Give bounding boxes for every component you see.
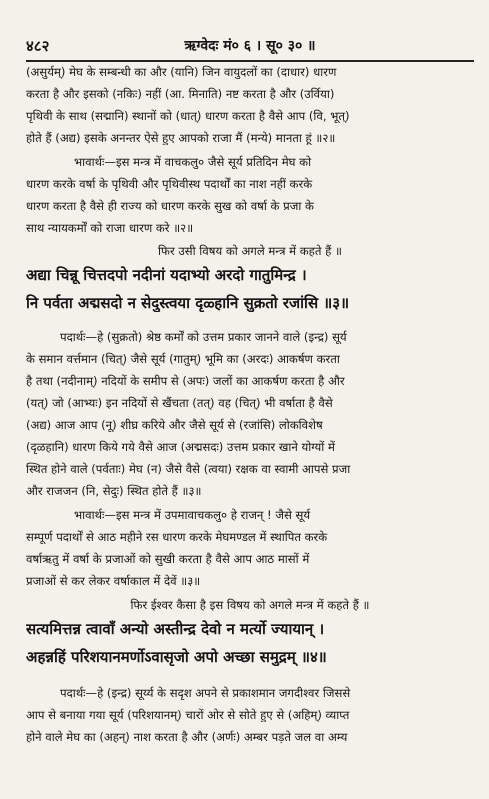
page-number: ४८२: [26, 37, 50, 55]
text-line: पृथिवी के साथ (सद्मानि) स्थानों को (धात्) धारण करता है वैसे आप (वि, भूत्): [26, 109, 350, 123]
text-line: धारण करता है वैसे ही राज्य को धारण करके सुख को वर्षा के प्रजा के: [26, 199, 314, 213]
text-line: स्थित होने वाले (पर्वताः) मेघ (न) जैसे वैसे (त्वया) रक्षक वा स्वामी आपसे प्रजा: [26, 462, 351, 476]
running-head: ऋग्वेदः मं० ६ । सू० ३० ॥: [184, 38, 316, 54]
padarth-heading-line: पदार्थः—हे (इन्द्र) सूर्य्य के सदृश अपने से प्रकाशमान जगदीश्वर जिससे: [60, 686, 351, 700]
text-line: के समान वर्त्तमान (चित्) जैसे सूर्य (गातुम्) भूमि का (अरदः) आकर्षण करता: [26, 352, 340, 366]
text-line: (यत्) जो (आभ्यः) इन नदियों से खैंचता (तत्) वह (चित्) भी वर्षाता है वैसे: [26, 396, 333, 410]
text-line: होने वाले मेघ का (अहन्) नाश करता है और (अर्णः) अम्बर पड़ते जल वा अम्य: [26, 730, 348, 744]
section-note: फिर उसी विषय को अगले मन्त्र में कहते हैं ॥: [158, 244, 342, 258]
bhavarth-heading-line: भावार्थः—इस मन्त्र में वाचकलु० जैसे सूर्य प्रतिदिन मेघ को: [74, 155, 312, 169]
text-line: सम्पूर्ण पदार्थों से आठ महीने रस धारण करके मेघमण्डल में स्थापित करके: [26, 530, 328, 544]
mantra-line: सत्यमित्तन्न त्वावाँ अन्यो अस्तीन्द्र देवो न मर्त्यो ज्यायान् ।: [26, 620, 325, 638]
text-line: (असुर्यम्) मेघ के सम्बन्धी का और (यानि) जिन वायुदलों का (दाधार) धारण: [26, 65, 337, 79]
text-line: करता है और इसको (नकिः) नहीं (आ. मिनाति) नष्ट करता है और (उर्विया): [26, 87, 335, 101]
page-header: [26, 36, 474, 56]
mantra-line: अहन्नहिं परिशयानमर्णोऽवासृजो अपो अच्छा समुद्रम् ॥४॥: [26, 648, 327, 666]
mantra-line: अद्या चिन्नू चित्तदपो नदीनां यदाभ्यो अरदो गातुमिन्द्र ।: [26, 266, 307, 284]
padarth-heading-line: पदार्थः—हे (सुक्रतो) श्रेष्ठ कर्मों को उत्तम प्रकार जानने वाले (इन्द्र) सूर्य: [60, 330, 347, 344]
text-line: धारण करके वर्षा के पृथिवी और पृथिवीस्थ पदार्थों का नाश नहीं करके: [26, 177, 313, 191]
text-line: (दृळहानि) धारण किये गये वैसे आज (अद्मसदः) उत्तम प्रकार खाने योग्यों में: [26, 440, 335, 454]
text-line: वर्षाऋतु में वर्षा के प्रजाओं को सुखी करता है वैसे आप आठ मासों में: [26, 552, 310, 566]
text-line: आप से बनाया गया सूर्य (परिशयानम्) चारों ओर से सोते हुए से (अहिम्) व्याप्त: [26, 708, 350, 722]
header-rule: [26, 60, 474, 62]
text-line: प्रजाओं से कर लेकर वर्षाकाल में देवें ॥३॥: [26, 574, 201, 588]
section-note: फिर ईश्वर कैसा है इस विषय को अगले मन्त्र में कहते हैं ॥: [130, 598, 370, 612]
text-line: और राजजन (नि, सेदुः) स्थित होते हैं ॥३॥: [26, 484, 202, 498]
text-line: है तथा (नदीनाम्) नदियों के समीप से (अपः) जलों का आकर्षण करता है और: [26, 374, 345, 388]
mantra-line: नि पर्वता अद्मसदो न सेदुस्त्वया दृळ्हानि सुक्रतो रजांसि ॥३॥: [26, 294, 350, 312]
text-line: (अद्य) आज आप (नू) शीघ्र करिये और जैसे सूर्य से (रजांसि) लोकविशेष: [26, 418, 323, 432]
text-line: साथ न्यायकर्मों को राजा धारण करे ॥२॥: [26, 221, 194, 235]
bhavarth-heading-line: भावार्थः—इस मन्त्र में उपमावाचकलु० हे राजन् ! जैसे सूर्य: [74, 508, 311, 522]
text-line: होते हैं (अद्य) इसके अनन्तर ऐसे हुए आपको राजा मैं (मन्ये) मानता हूं ॥२॥: [26, 131, 336, 145]
